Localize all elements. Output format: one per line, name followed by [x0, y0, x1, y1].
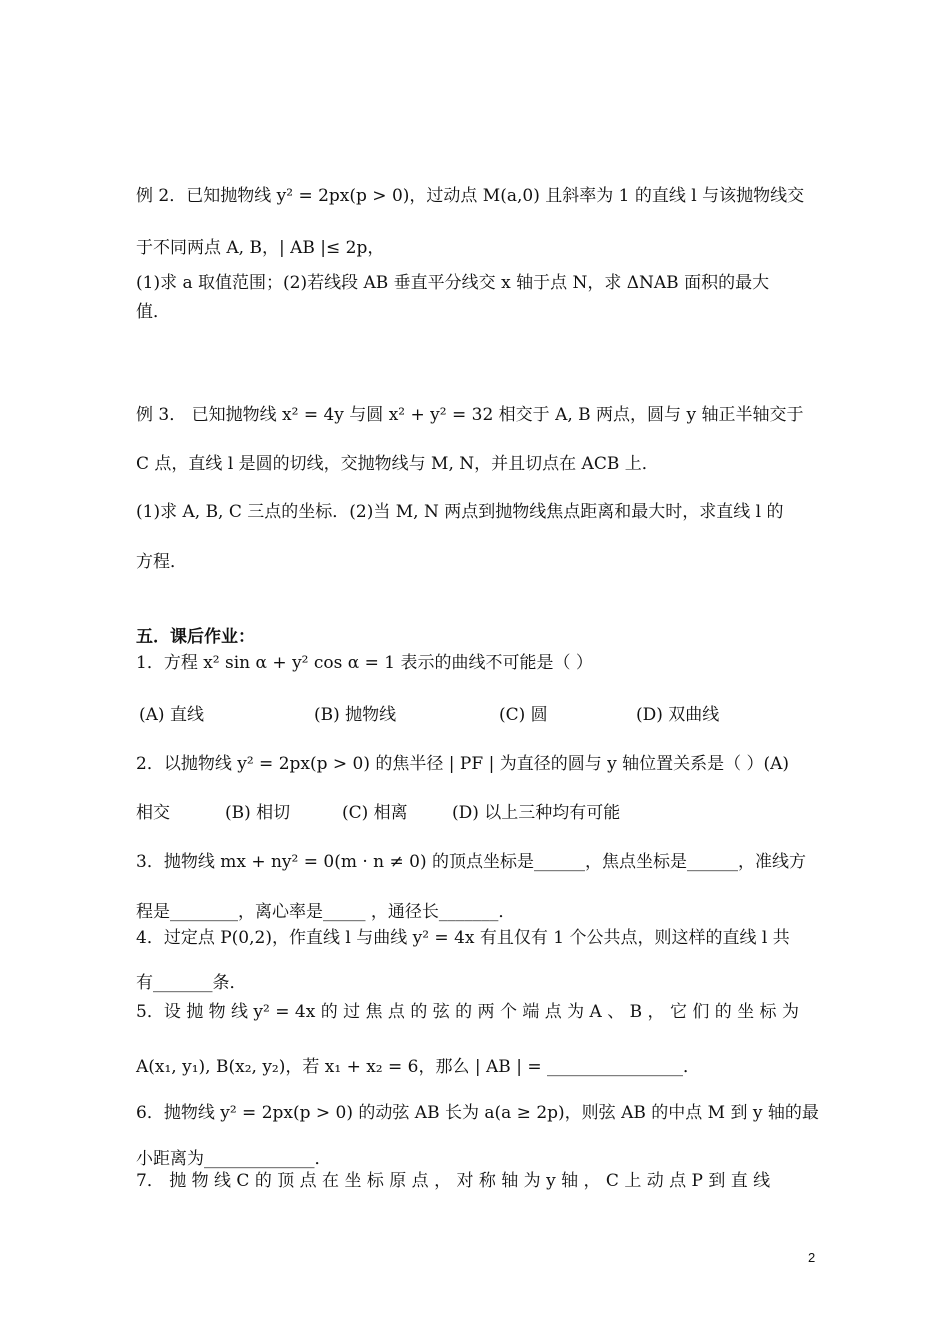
ex2-line-1: 例 2．已知抛物线 y² = 2px(p > 0)，过动点 M(a,0) 且斜率为 1 的直线 l 与该抛物线交 [136, 186, 805, 206]
q2-stem: 2．以抛物线 y² = 2px(p > 0) 的焦半径 | PF | 为直径的圆与 y 轴位置关系是（ ）(A) [136, 754, 790, 774]
q1-option-d: (D) 双曲线 [636, 705, 720, 725]
ex2-line-2: 于不同两点 A, B，| AB |≤ 2p， [136, 238, 385, 258]
ex3-line-4: 方程． [136, 552, 187, 572]
q2-option-d: (D) 以上三种均有可能 [452, 803, 621, 823]
page-number: 2 [808, 1250, 816, 1265]
q4-line-1: 4．过定点 P(0,2)，作直线 l 与曲线 y² = 4x 有且仅有 1 个公共点，则这样的直线 l 共 [136, 928, 790, 948]
q7-line-1: 7． 抛 物 线 C 的 顶 点 在 坐 标 原 点 ， 对 称 轴 为 y 轴 ， C 上 动 点 P 到 直 线 [136, 1171, 771, 1191]
q1-option-a: (A) 直线 [139, 705, 204, 725]
q3-line-2: 程是________，离心率是_____ ，通径长_______． [136, 902, 516, 922]
q2-option-b: (B) 相切 [225, 803, 291, 823]
q4-line-2: 有_______条． [136, 973, 247, 993]
q1-stem: 1．方程 x² sin α + y² cos α = 1 表示的曲线不可能是（ ） [136, 653, 593, 673]
q1-option-c: (C) 圆 [499, 705, 548, 725]
ex2-line-4: 值． [136, 302, 170, 322]
q1-option-b: (B) 抛物线 [314, 705, 397, 725]
q5-line-2: A(x₁, y₁), B(x₂, y₂)，若 x₁ + x₂ = 6，那么 | AB | = ________________． [136, 1057, 700, 1077]
q3-line-1: 3．抛物线 mx + ny² = 0(m · n ≠ 0) 的顶点坐标是______，焦点坐标是______，准线方 [136, 852, 807, 872]
q6-line-1: 6．抛物线 y² = 2px(p > 0) 的动弦 AB 长为 a(a ≥ 2p)，则弦 AB 的中点 M 到 y 轴的最 [136, 1103, 819, 1123]
q2-option-c: (C) 相离 [342, 803, 408, 823]
ex2-line-3: (1)求 a 取值范围；(2)若线段 AB 垂直平分线交 x 轴于点 N，求 ΔNAB 面积的最大 [136, 273, 770, 293]
q6-line-2: 小距离为_____________． [136, 1149, 332, 1169]
q2-option-a: 相交 [136, 803, 170, 823]
ex3-line-1: 例 3． 已知抛物线 x² = 4y 与圆 x² + y² = 32 相交于 A, B 两点，圆与 y 轴正半轴交于 [136, 405, 804, 425]
section-title: 五．课后作业： [136, 627, 255, 647]
q5-line-1: 5．设 抛 物 线 y² = 4x 的 过 焦 点 的 弦 的 两 个 端 点 为 A 、 B ， 它 们 的 坐 标 为 [136, 1002, 799, 1022]
ex3-line-2: C 点，直线 l 是圆的切线，交抛物线与 M, N，并且切点在 ACB 上． [136, 454, 659, 474]
ex3-line-3: (1)求 A, B, C 三点的坐标．(2)当 M, N 两点到抛物线焦点距离和最大时，求直线 l 的 [136, 502, 784, 522]
